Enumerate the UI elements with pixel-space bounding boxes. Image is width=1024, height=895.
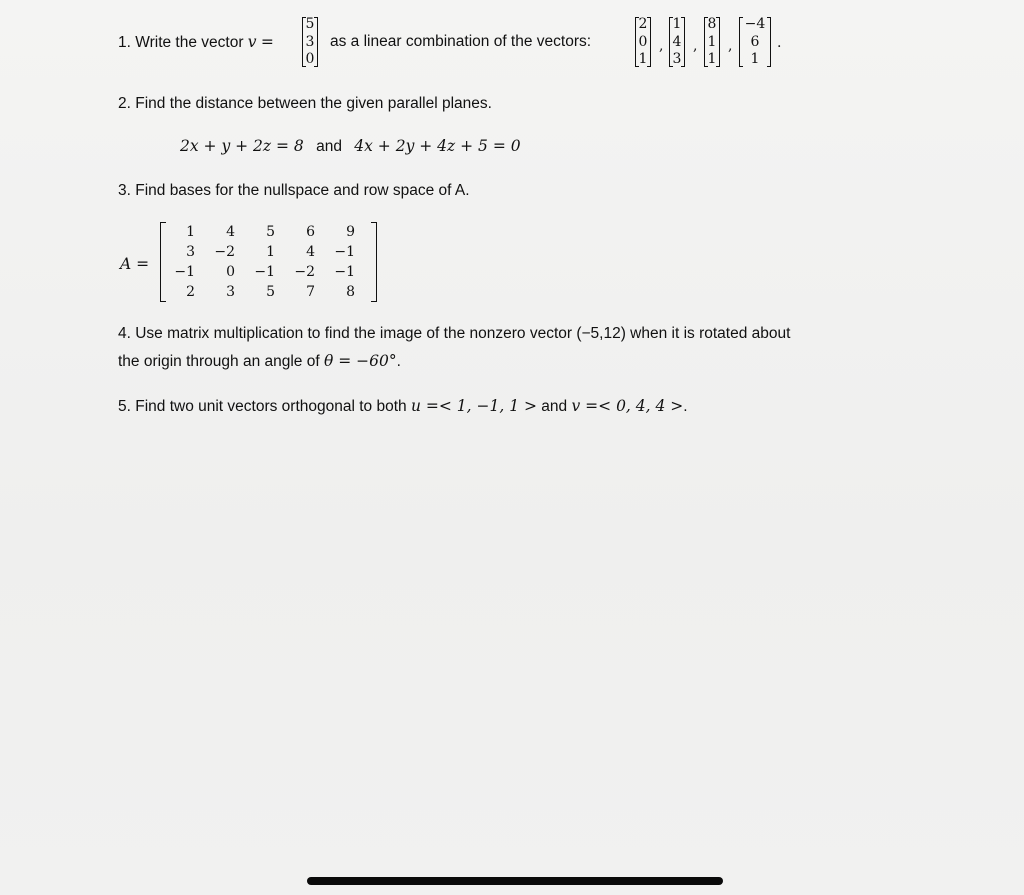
matrix-cell: 1 — [266, 244, 275, 260]
vec-entry: 1 — [672, 16, 682, 32]
vec-entry: 2 — [638, 16, 648, 32]
q3-text: 3. Find bases for the nullspace and row space of A. — [118, 182, 470, 199]
vec-entry: 8 — [707, 16, 717, 32]
q2-and: and — [316, 138, 342, 155]
matrix-row — [161, 282, 376, 302]
matrix-row — [161, 262, 376, 282]
matrix-cell: 5 — [266, 224, 275, 240]
matrix-cell: 4 — [306, 244, 315, 260]
matrix-cell: −1 — [334, 264, 355, 280]
vec-entry: 1 — [638, 51, 648, 67]
q1-middle-text: as a linear combination of the vectors: — [330, 33, 592, 50]
matrix-cell: −1 — [254, 264, 275, 280]
q2-plane1: 2x + y + 2z = 8 — [180, 137, 304, 155]
matrix-cell: 7 — [306, 284, 315, 300]
matrix-cell: 3 — [186, 244, 195, 260]
matrix-cell: −1 — [334, 244, 355, 260]
q1-vector-v — [302, 17, 318, 67]
vec-entry: 0 — [638, 33, 648, 50]
q1-eq: = — [260, 33, 274, 51]
vec-entry: 5 — [305, 16, 315, 32]
matrix-cell: 8 — [346, 284, 355, 300]
q5-line — [118, 397, 688, 416]
q2-plane2: 4x + 2y + 4z + 5 = 0 — [354, 137, 521, 155]
q1-vector-d — [739, 17, 771, 67]
matrix-cell: 5 — [266, 284, 275, 300]
matrix-cell: 6 — [306, 224, 315, 240]
matrix-row — [161, 242, 376, 262]
q3-matrix-a — [160, 222, 377, 302]
matrix-cell: 1 — [186, 224, 195, 240]
q1-vector-b — [669, 17, 685, 67]
comma: , — [693, 38, 698, 54]
vec-entry: 4 — [672, 33, 682, 50]
q3-matrix-label — [120, 255, 149, 273]
matrix-cell: 0 — [226, 264, 235, 280]
q2-text: 2. Find the distance between the given parallel planes. — [118, 95, 492, 112]
matrix-row — [161, 222, 376, 242]
vec-entry: 0 — [305, 51, 315, 67]
vec-entry: 1 — [707, 51, 717, 67]
q4-line2-prefix: the origin through an angle of — [118, 353, 320, 370]
q1-line — [118, 33, 274, 52]
q4-angle: θ = −60° — [323, 352, 397, 370]
vec-entry: 1 — [750, 51, 760, 67]
q5-prefix: 5. Find two unit vectors orthogonal to both — [118, 398, 407, 415]
vec-entry: 3 — [672, 51, 682, 67]
q4-line1: 4. Use matrix multiplication to find the image of the nonzero vector (−5,12) when it is rotated about — [118, 325, 791, 342]
matrix-cell: −1 — [174, 264, 195, 280]
matrix-cell: 2 — [186, 284, 195, 300]
matrix-label: A = — [120, 255, 150, 273]
q4-period: . — [396, 353, 401, 370]
vec-entry: 6 — [750, 33, 760, 50]
matrix-cell: −2 — [294, 264, 315, 280]
q1-vector-a — [635, 17, 651, 67]
home-indicator[interactable] — [307, 877, 723, 885]
q4-line2 — [118, 352, 401, 371]
q2-planes — [180, 137, 521, 156]
q1-var: v — [247, 33, 257, 51]
vec-entry: −4 — [744, 16, 766, 32]
q5-and: and — [541, 398, 568, 415]
comma: , — [728, 38, 733, 54]
q1-vector-c — [704, 17, 720, 67]
matrix-cell: 3 — [226, 284, 235, 300]
matrix-cell: 9 — [346, 224, 355, 240]
q5-period: . — [683, 398, 688, 415]
vec-entry: 3 — [305, 33, 315, 50]
vec-entry: 1 — [707, 33, 717, 50]
matrix-cell: 4 — [226, 224, 235, 240]
matrix-cell: −2 — [214, 244, 235, 260]
q5-u: u =< 1, −1, 1 > — [410, 397, 537, 415]
q1-prefix: 1. Write the vector — [118, 34, 244, 51]
q5-v: v =< 0, 4, 4 > — [571, 397, 684, 415]
comma: , — [659, 38, 664, 54]
period: . — [777, 35, 782, 51]
